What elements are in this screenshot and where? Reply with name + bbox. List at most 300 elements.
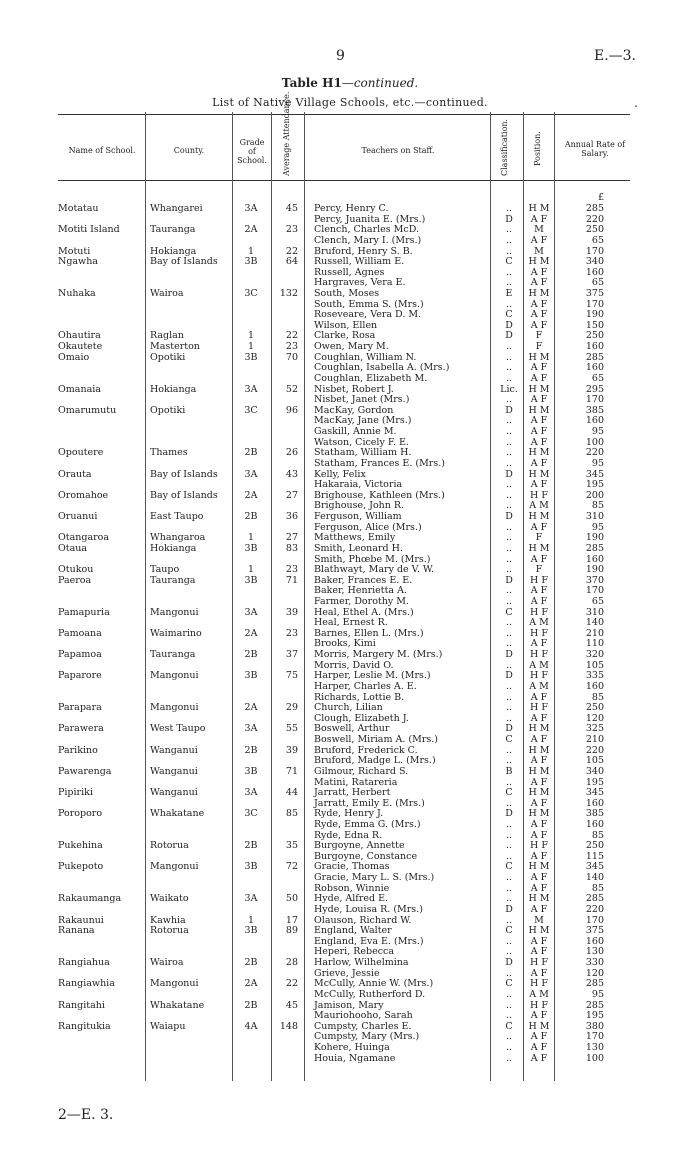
- cell-teacher-name: Gaskill, Annie M.: [314, 426, 397, 437]
- cell-position: A M: [529, 617, 549, 629]
- cell-teacher-name: Jarratt, Emily E. (Mrs.): [314, 797, 425, 809]
- cell-salary: 85: [591, 500, 604, 512]
- cell-teacher-name: Russell, Agnes: [314, 266, 385, 278]
- cell-position: H M: [528, 765, 550, 777]
- cell-classification: C: [505, 309, 513, 321]
- cell-classification: ..: [505, 988, 513, 1000]
- cell-salary: 285: [585, 542, 604, 554]
- header-county: County.: [173, 146, 205, 155]
- cell-position: H M: [528, 447, 550, 459]
- cell-position: H M: [528, 808, 550, 820]
- cell-position: A F: [530, 521, 548, 533]
- cell-county: Wanganui: [150, 787, 198, 799]
- cell-position: H M: [528, 1020, 550, 1032]
- cell-salary: 345: [585, 861, 604, 873]
- cell-salary: 160: [585, 266, 604, 278]
- cell-attendance: 45: [285, 203, 298, 214]
- cell-attendance: 39: [285, 744, 298, 756]
- cell-classification: C: [505, 734, 513, 745]
- cell-salary: 345: [585, 787, 604, 799]
- cell-teacher-name: Barnes, Ellen L. (Mrs.): [314, 627, 424, 639]
- cell-attendance: 85: [285, 808, 298, 820]
- cell-teacher-name: Coughlan, Elizabeth M.: [314, 372, 428, 384]
- cell-position: M: [534, 224, 544, 236]
- cell-position: H F: [530, 606, 548, 618]
- cell-classification: D: [505, 574, 513, 586]
- cell-classification: D: [505, 723, 513, 735]
- cell-grade: 3B: [244, 542, 258, 554]
- header-school: Name of School.: [68, 146, 136, 155]
- cell-salary: 100: [585, 1052, 604, 1064]
- cell-attendance: 43: [285, 468, 298, 480]
- cell-grade: 2A: [244, 627, 258, 639]
- cell-teacher-name: Jamison, Mary: [314, 999, 384, 1011]
- cell-classification: D: [505, 404, 513, 416]
- cell-classification: C: [505, 861, 513, 873]
- cell-grade: 3C: [244, 288, 258, 299]
- cell-school-name: Motiti Island: [58, 224, 120, 236]
- cell-grade: 2A: [244, 489, 258, 501]
- cell-position: H M: [528, 468, 550, 480]
- cell-attendance: 83: [285, 542, 298, 554]
- cell-salary: 160: [585, 797, 604, 809]
- cell-teacher-name: McCully, Annie W. (Mrs.): [314, 978, 434, 990]
- cell-position: A F: [530, 372, 548, 384]
- cell-grade: 3B: [244, 861, 258, 873]
- cell-attendance: 36: [285, 511, 298, 522]
- cell-position: A F: [530, 595, 548, 607]
- cell-classification: ..: [505, 266, 513, 278]
- cell-position: A F: [530, 277, 548, 289]
- cell-grade: 1: [247, 330, 255, 342]
- cell-position: A F: [530, 309, 548, 321]
- cell-classification: ..: [505, 298, 513, 310]
- cell-classification: ..: [505, 224, 513, 236]
- cell-teacher-name: Hyde, Alfred E.: [314, 893, 389, 905]
- cell-teacher-name: Percy, Henry C.: [314, 203, 389, 214]
- cell-position: H M: [528, 723, 550, 735]
- cell-classification: ..: [505, 659, 513, 671]
- cell-classification: C: [505, 1020, 513, 1032]
- header-position: Position.: [533, 131, 542, 166]
- cell-salary: 250: [585, 702, 604, 714]
- cell-position: H M: [528, 744, 550, 756]
- cell-teacher-name: Russell, William E.: [314, 256, 405, 268]
- cell-position: H F: [530, 999, 548, 1011]
- cell-teacher-name: Coughlan, William N.: [314, 351, 417, 363]
- cell-position: A F: [530, 319, 548, 331]
- cell-salary: 325: [585, 723, 604, 735]
- cell-attendance: 29: [285, 702, 298, 714]
- cell-school-name: Omanaia: [58, 383, 101, 395]
- cell-salary: 210: [585, 734, 604, 745]
- cell-teacher-name: Gilmour, Richard S.: [314, 765, 409, 777]
- cell-school-name: Parawera: [58, 723, 104, 735]
- cell-position: A F: [530, 712, 548, 724]
- cell-attendance: 26: [285, 447, 298, 459]
- cell-position: A F: [530, 946, 548, 958]
- cell-classification: ..: [505, 755, 513, 767]
- cell-salary: 160: [585, 341, 604, 353]
- cell-teacher-name: Cumpsty, Charles E.: [314, 1020, 412, 1032]
- cell-salary: 95: [591, 521, 604, 533]
- cell-salary: 190: [585, 532, 604, 544]
- cell-classification: ..: [505, 691, 513, 703]
- cell-classification: ..: [505, 203, 513, 214]
- cell-grade: 2B: [244, 447, 258, 459]
- cell-position: F: [535, 341, 543, 353]
- cell-school-name: Opoutere: [58, 447, 104, 459]
- cell-grade: 2B: [244, 999, 258, 1011]
- cell-county: Whangarei: [150, 203, 203, 214]
- cell-position: A F: [530, 967, 548, 979]
- cell-salary: 85: [591, 882, 604, 894]
- cell-classification: ..: [505, 680, 513, 692]
- cell-teacher-name: Church, Lilian: [314, 702, 383, 714]
- cell-teacher-name: South, Emma S. (Mrs.): [314, 298, 424, 310]
- cell-county: Thames: [150, 447, 188, 459]
- cell-school-name: Pipiriki: [58, 787, 93, 799]
- cell-classification: C: [505, 606, 513, 618]
- cell-attendance: 55: [285, 723, 298, 735]
- cell-grade: 3B: [244, 256, 258, 268]
- cell-salary: 250: [585, 224, 604, 236]
- table-title-bold: Table H1: [281, 76, 342, 90]
- cell-attendance: 72: [285, 861, 298, 873]
- cell-grade: 2B: [244, 744, 258, 756]
- cell-classification: ..: [505, 585, 513, 597]
- cell-classification: ..: [505, 542, 513, 554]
- cell-school-name: Rangiahua: [58, 957, 110, 968]
- cell-salary: 110: [585, 638, 604, 650]
- cell-salary: 160: [585, 935, 604, 947]
- cell-classification: ..: [505, 277, 513, 289]
- cell-position: H M: [528, 383, 550, 395]
- cell-position: A F: [530, 691, 548, 703]
- cell-classification: D: [505, 213, 513, 225]
- cell-position: A F: [530, 1031, 548, 1043]
- cell-teacher-name: Matini, Ratareria: [314, 776, 398, 788]
- cell-position: A F: [530, 1052, 548, 1064]
- cell-teacher-name: Brighouse, Kathleen (Mrs.): [314, 489, 445, 501]
- cell-teacher-name: Bruford, Henry S. B.: [314, 245, 413, 257]
- cell-classification: D: [505, 468, 513, 480]
- cell-grade: 3A: [244, 203, 258, 214]
- cell-county: Kawhia: [150, 914, 186, 926]
- cell-grade: 1: [247, 341, 255, 353]
- cell-grade: 3B: [244, 574, 258, 586]
- cell-classification: ..: [505, 872, 513, 884]
- cell-grade: 1: [247, 564, 255, 576]
- currency-symbol: £: [597, 192, 604, 203]
- cell-salary: 120: [585, 712, 604, 724]
- cell-salary: 285: [585, 203, 604, 214]
- cell-classification: ..: [505, 638, 513, 650]
- cell-county: Whakatane: [150, 808, 205, 820]
- cell-classification: ..: [505, 776, 513, 788]
- cell-grade: 3B: [244, 925, 258, 937]
- cell-attendance: 89: [285, 925, 298, 937]
- cell-salary: 220: [585, 447, 604, 459]
- cell-position: H M: [528, 288, 550, 299]
- cell-teacher-name: Grieve, Jessie: [314, 967, 380, 979]
- cell-classification: D: [505, 903, 513, 915]
- cell-position: A F: [530, 882, 548, 894]
- cell-position: A F: [530, 903, 548, 915]
- cell-teacher-name: Gracie, Mary L. S. (Mrs.): [314, 872, 435, 884]
- cell-grade: 3A: [244, 606, 258, 618]
- cell-position: H M: [528, 404, 550, 416]
- cell-county: Waiapu: [150, 1020, 186, 1032]
- cell-salary: 105: [585, 755, 604, 767]
- cell-teacher-name: MacKay, Jane (Mrs.): [314, 415, 412, 427]
- cell-school-name: Motatau: [58, 203, 99, 214]
- cell-teacher-name: Heperi, Rebecca: [314, 946, 395, 958]
- cell-attendance: 44: [285, 787, 298, 799]
- cell-position: H F: [530, 840, 548, 852]
- cell-grade: 2A: [244, 978, 258, 990]
- cell-salary: 170: [585, 394, 604, 406]
- cell-position: H M: [528, 925, 550, 937]
- cell-salary: 195: [585, 1010, 604, 1022]
- cell-school-name: Nuhaka: [58, 288, 96, 299]
- cell-grade: 2B: [244, 840, 258, 852]
- table-subtitle: List of Native Village Schools, etc.—continued.: [212, 96, 488, 109]
- cell-classification: ..: [505, 341, 513, 353]
- cell-salary: 220: [585, 903, 604, 915]
- cell-county: Opotiki: [150, 351, 186, 363]
- cell-salary: 250: [585, 330, 604, 342]
- cell-classification: ..: [505, 372, 513, 384]
- cell-salary: 95: [591, 426, 604, 437]
- header-classification: Classification.: [500, 118, 509, 176]
- cell-salary: 85: [591, 691, 604, 703]
- cell-position: A F: [530, 776, 548, 788]
- cell-school-name: Rangitukia: [58, 1020, 111, 1032]
- cell-classification: ..: [505, 935, 513, 947]
- cell-attendance: 52: [285, 383, 298, 395]
- cell-salary: 375: [585, 925, 604, 937]
- cell-salary: 195: [585, 776, 604, 788]
- header-grade: Grade of School.: [237, 138, 267, 166]
- cell-teacher-name: Clench, Mary I. (Mrs.): [314, 234, 422, 246]
- cell-grade: 3B: [244, 670, 258, 682]
- cell-grade: 1: [247, 914, 255, 926]
- cell-teacher-name: Ryde, Henry J.: [314, 808, 384, 820]
- cell-classification: ..: [505, 712, 513, 724]
- cell-teacher-name: Hargraves, Vera E.: [314, 277, 406, 289]
- cell-position: H F: [530, 702, 548, 714]
- column-divider: [232, 112, 233, 1081]
- cell-teacher-name: Harlow, Wilhelmina: [314, 957, 409, 968]
- cell-grade: 3B: [244, 765, 258, 777]
- cell-salary: 120: [585, 967, 604, 979]
- cell-teacher-name: Hyde, Louisa R. (Mrs.): [314, 903, 423, 915]
- cell-classification: ..: [505, 702, 513, 714]
- cell-classification: D: [505, 330, 513, 342]
- cell-teacher-name: Ferguson, Alice (Mrs.): [314, 521, 422, 533]
- cell-salary: 170: [585, 585, 604, 597]
- cell-teacher-name: Bruford, Madge L. (Mrs.): [314, 755, 436, 767]
- cell-teacher-name: Brooks, Kimi: [314, 638, 376, 650]
- cell-grade: 2A: [244, 702, 258, 714]
- cell-salary: 285: [585, 978, 604, 990]
- cell-county: Wairoa: [150, 288, 184, 299]
- cell-school-name: Rangiawhia: [58, 978, 115, 990]
- cell-classification: ..: [505, 617, 513, 629]
- cell-school-name: Rangitahi: [58, 999, 105, 1011]
- cell-classification: ..: [505, 500, 513, 512]
- cell-position: H M: [528, 511, 550, 522]
- cell-school-name: Ohautira: [58, 330, 101, 342]
- cell-salary: 65: [591, 234, 604, 246]
- cell-teacher-name: Clough, Elizabeth J.: [314, 712, 409, 724]
- cell-school-name: Paparore: [58, 670, 102, 682]
- cell-position: H M: [528, 861, 550, 873]
- cell-school-name: Otangaroa: [58, 532, 110, 544]
- cell-classification: ..: [505, 797, 513, 809]
- cell-school-name: Okautete: [58, 341, 103, 353]
- report-reference: E.—3.: [593, 48, 636, 64]
- cell-classification: D: [505, 808, 513, 820]
- cell-position: A F: [530, 935, 548, 947]
- cell-teacher-name: Mauriohooho, Sarah: [314, 1010, 413, 1022]
- cell-salary: 65: [591, 372, 604, 384]
- cell-classification: ..: [505, 882, 513, 894]
- cell-teacher-name: Burgoyne, Constance: [314, 850, 418, 862]
- cell-salary: 370: [585, 574, 604, 586]
- cell-attendance: 23: [285, 564, 298, 576]
- cell-attendance: 22: [285, 978, 298, 990]
- cell-school-name: Papamoa: [58, 649, 102, 660]
- cell-attendance: 37: [285, 649, 298, 660]
- cell-school-name: Paeroa: [58, 574, 92, 586]
- cell-position: A F: [530, 415, 548, 427]
- cell-classification: ..: [505, 394, 513, 406]
- cell-county: East Taupo: [150, 511, 204, 522]
- cell-teacher-name: Harper, Charles A. E.: [314, 680, 417, 692]
- cell-county: West Taupo: [150, 723, 206, 735]
- header-attendance: Average Attendance.: [282, 91, 291, 176]
- cell-teacher-name: Ferguson, William: [314, 511, 402, 522]
- cell-classification: D: [505, 670, 513, 682]
- cell-classification: ..: [505, 840, 513, 852]
- cell-salary: 65: [591, 595, 604, 607]
- cell-attendance: 28: [285, 957, 298, 968]
- cell-position: A F: [530, 436, 548, 448]
- cell-classification: ..: [505, 595, 513, 607]
- cell-county: Whakatane: [150, 999, 205, 1011]
- cell-teacher-name: Clarke, Rosa: [314, 330, 376, 342]
- cell-position: A F: [530, 426, 548, 437]
- cell-county: Mangonui: [150, 861, 199, 873]
- cell-school-name: Omarumutu: [58, 404, 117, 416]
- cell-classification: ..: [505, 850, 513, 862]
- cell-position: H F: [530, 489, 548, 501]
- cell-county: Masterton: [150, 341, 200, 353]
- cell-position: H F: [530, 574, 548, 586]
- cell-teacher-name: Kohere, Huinga: [314, 1042, 390, 1053]
- cell-county: Bay of Islands: [150, 468, 218, 480]
- header-bottom-rule: [58, 180, 630, 181]
- cell-county: Hokianga: [150, 383, 197, 395]
- cell-teacher-name: Olauson, Richard W.: [314, 914, 412, 926]
- cell-position: H M: [528, 351, 550, 363]
- cell-salary: 310: [585, 606, 604, 618]
- cell-position: M: [534, 914, 544, 926]
- cell-salary: 330: [585, 957, 604, 968]
- cell-classification: ..: [505, 532, 513, 544]
- cell-classification: E: [505, 288, 513, 299]
- cell-classification: ..: [505, 744, 513, 756]
- cell-salary: 95: [591, 988, 604, 1000]
- cell-classification: C: [505, 978, 513, 990]
- cell-salary: 210: [585, 627, 604, 639]
- cell-classification: ..: [505, 967, 513, 979]
- cell-school-name: Motuti: [58, 245, 91, 257]
- cell-salary: 85: [591, 829, 604, 841]
- cell-teacher-name: Ryde, Edna R.: [314, 829, 383, 841]
- cell-teacher-name: England, Eva E. (Mrs.): [314, 935, 424, 947]
- cell-classification: ..: [505, 946, 513, 958]
- cell-county: Taupo: [150, 564, 180, 576]
- cell-salary: 220: [585, 213, 604, 225]
- cell-classification: ..: [505, 436, 513, 448]
- cell-classification: ..: [505, 479, 513, 491]
- cell-teacher-name: Ryde, Emma G. (Mrs.): [314, 819, 421, 830]
- cell-attendance: 45: [285, 999, 298, 1011]
- cell-position: H F: [530, 670, 548, 682]
- cell-position: A F: [530, 457, 548, 469]
- cell-grade: 2B: [244, 649, 258, 660]
- cell-attendance: 50: [285, 893, 298, 905]
- cell-salary: 250: [585, 840, 604, 852]
- cell-teacher-name: Brighouse, John R.: [314, 500, 405, 512]
- cell-school-name: Pamapuria: [58, 606, 110, 618]
- page-number: 9: [336, 48, 345, 64]
- table-title: [0, 76, 700, 90]
- cell-school-name: Parikino: [58, 744, 98, 756]
- cell-salary: 385: [585, 404, 604, 416]
- cell-salary: 285: [585, 351, 604, 363]
- cell-position: H M: [528, 256, 550, 268]
- cell-classification: ..: [505, 627, 513, 639]
- cell-position: H F: [530, 627, 548, 639]
- cell-teacher-name: Boswell, Miriam A. (Mrs.): [314, 734, 438, 745]
- column-divider: [145, 112, 146, 1081]
- column-divider: [271, 112, 272, 1081]
- cell-classification: ..: [505, 234, 513, 246]
- cell-teacher-name: Wilson, Ellen: [314, 319, 378, 331]
- cell-teacher-name: England, Walter: [314, 925, 392, 937]
- cell-teacher-name: Morris, David O.: [314, 659, 394, 671]
- cell-salary: 295: [585, 383, 604, 395]
- cell-position: F: [535, 564, 543, 576]
- cell-attendance: 64: [285, 256, 298, 268]
- cell-classification: ..: [505, 1042, 513, 1053]
- cell-attendance: 132: [279, 288, 298, 299]
- cell-salary: 95: [591, 457, 604, 469]
- cell-salary: 130: [585, 1042, 604, 1053]
- stray-dot: .: [634, 96, 638, 110]
- cell-position: A F: [530, 479, 548, 491]
- cell-school-name: Pukehina: [58, 840, 103, 852]
- cell-teacher-name: Baker, Frances E. E.: [314, 574, 413, 586]
- cell-position: A F: [530, 734, 548, 745]
- cell-county: Bay of Islands: [150, 489, 218, 501]
- cell-county: Tauranga: [150, 574, 196, 586]
- cell-position: F: [535, 532, 543, 544]
